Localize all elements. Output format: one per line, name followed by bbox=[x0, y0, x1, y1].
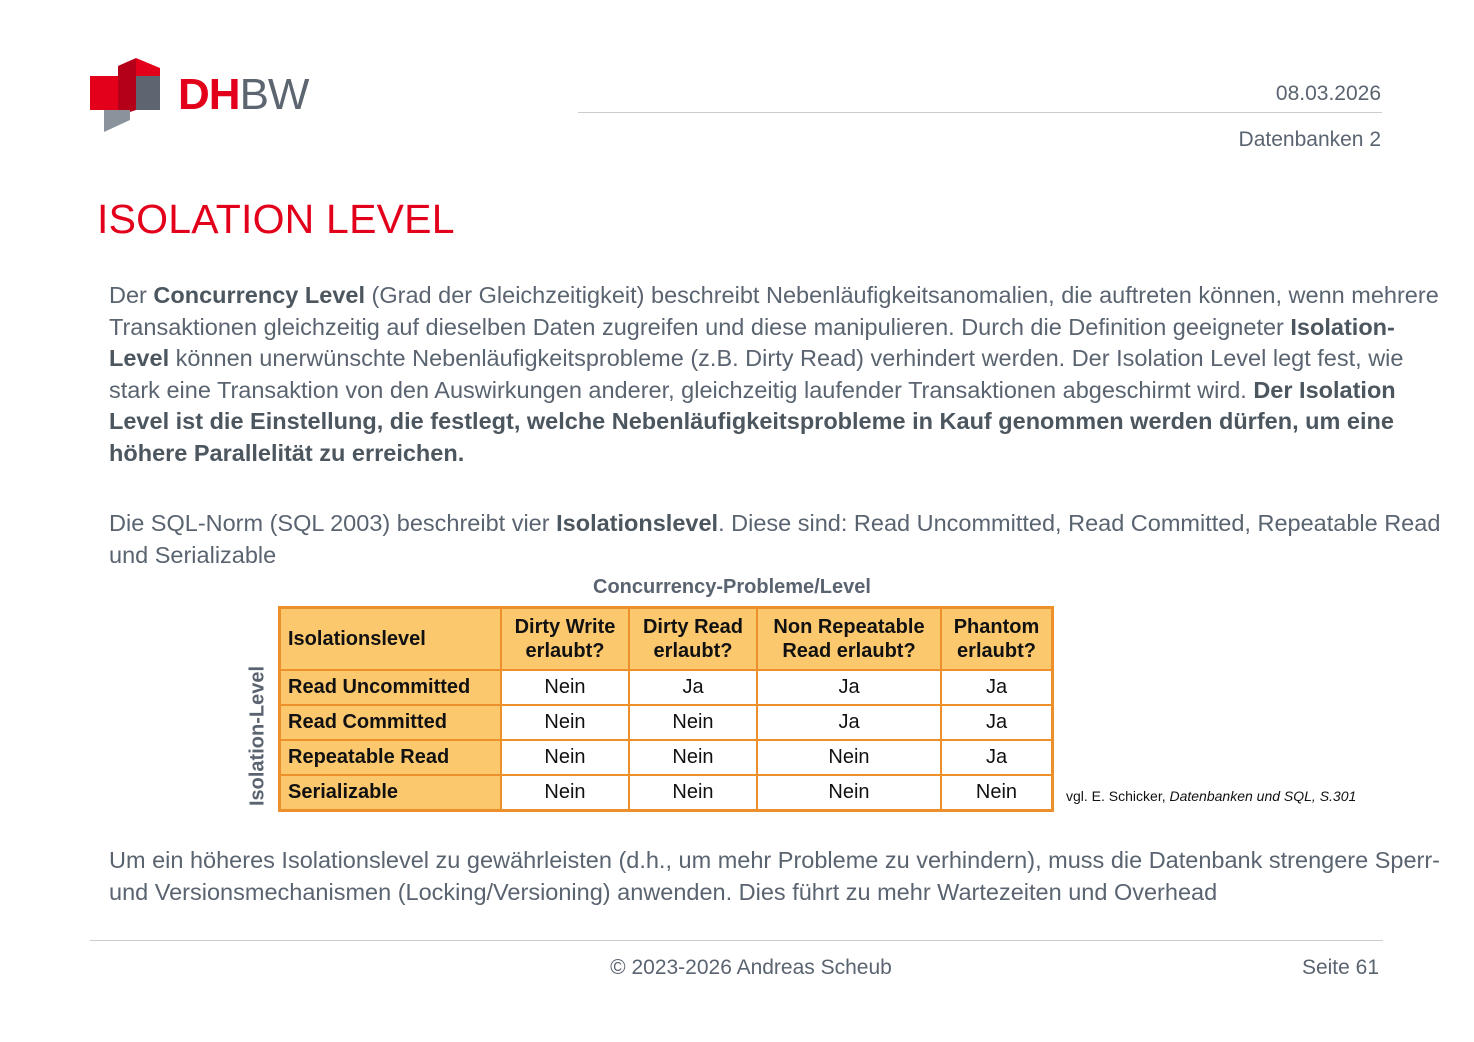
table-cell: Ja bbox=[757, 705, 941, 740]
course-name: Datenbanken 2 bbox=[1238, 128, 1381, 151]
table-cell: Nein bbox=[629, 705, 757, 740]
header-cell: Phantom erlaubt? bbox=[941, 608, 1053, 671]
header-cell: Non Repeatable Read erlaubt? bbox=[757, 608, 941, 671]
table-row bbox=[280, 775, 1053, 811]
header-divider bbox=[578, 112, 1382, 113]
copyright-notice: © 2023-2026 Andreas Scheub bbox=[610, 956, 892, 979]
table-cell: Nein bbox=[941, 775, 1053, 811]
table-cell: Ja bbox=[629, 670, 757, 705]
table-row bbox=[280, 670, 1053, 705]
footer-divider bbox=[90, 940, 1383, 941]
isolation-level-table bbox=[278, 606, 1054, 812]
header-cell: Isolationslevel bbox=[280, 608, 502, 671]
slide-date: 08.03.2026 bbox=[1275, 82, 1381, 105]
table-cell: Nein bbox=[757, 775, 941, 811]
table-cell: Nein bbox=[501, 705, 629, 740]
source-citation: vgl. E. Schicker, Datenbanken und SQL, S.301 bbox=[1066, 788, 1357, 804]
row-header-cell: Repeatable Read bbox=[280, 740, 502, 775]
table-row bbox=[280, 740, 1053, 775]
table-cell: Ja bbox=[757, 670, 941, 705]
row-header-cell: Read Uncommitted bbox=[280, 670, 502, 705]
header-cell: Dirty Read erlaubt? bbox=[629, 608, 757, 671]
table-cell: Ja bbox=[941, 670, 1053, 705]
table-row bbox=[280, 705, 1053, 740]
table-header-row bbox=[280, 608, 1053, 671]
intro-paragraph: Der Concurrency Level (Grad der Gleichzeitigkeit) beschreibt Nebenläufigkeitsanomalien, die auftreten können, wenn mehrere Transaktionen gleichzeitig auf dieselben Daten zugreifen und diese manipulieren. Durch die Definition geeigneter Isolation-Level können unerwünschte Nebenläufigkeitsprobleme (z.B. Dirty Read) verhindert werden. Der Isolation Level legt fest, wie stark eine Transaktion von den Auswirkungen anderer, gleichzeitig laufender Transaktionen abgeschirmt wird. Der Isolation Level ist die Einstellung, die festlegt, welche Nebenläufigkeitsprobleme in Kauf genommen werden dürfen, um eine höhere Parallelität zu erreichen. bbox=[109, 282, 1439, 466]
sql-norm-paragraph: Die SQL-Norm (SQL 2003) beschreibt vier Isolationslevel. Diese sind: Read Uncommitted, Read Committed, Repeatable Read und Serializable bbox=[109, 510, 1441, 568]
outro-paragraph: Um ein höheres Isolationslevel zu gewährleisten (d.h., um mehr Probleme zu verhindern), muss die Datenbank strengere Sperr- und Versionsmechanismen (Locking/Versioning) anwenden. Dies führt zu mehr Wartezeiten und Overhead bbox=[109, 847, 1440, 905]
page-number: Seite 61 bbox=[1301, 956, 1379, 979]
table-cell: Ja bbox=[941, 705, 1053, 740]
table-cell: Nein bbox=[501, 670, 629, 705]
dhbw-logo-text: DHBW bbox=[178, 70, 309, 119]
table-cell: Nein bbox=[757, 740, 941, 775]
header-cell: Dirty Write erlaubt? bbox=[501, 608, 629, 671]
dhbw-logo-mark bbox=[90, 58, 176, 134]
table-caption: Concurrency-Probleme/Level bbox=[593, 576, 871, 598]
dhbw-logo bbox=[90, 58, 309, 134]
table-cell: Nein bbox=[629, 740, 757, 775]
row-header-cell: Read Committed bbox=[280, 705, 502, 740]
row-header-cell: Serializable bbox=[280, 775, 502, 811]
table-cell: Ja bbox=[941, 740, 1053, 775]
table-cell: Nein bbox=[629, 775, 757, 811]
table-cell: Nein bbox=[501, 740, 629, 775]
slide-title: ISOLATION LEVEL bbox=[97, 196, 455, 242]
table-cell: Nein bbox=[501, 775, 629, 811]
